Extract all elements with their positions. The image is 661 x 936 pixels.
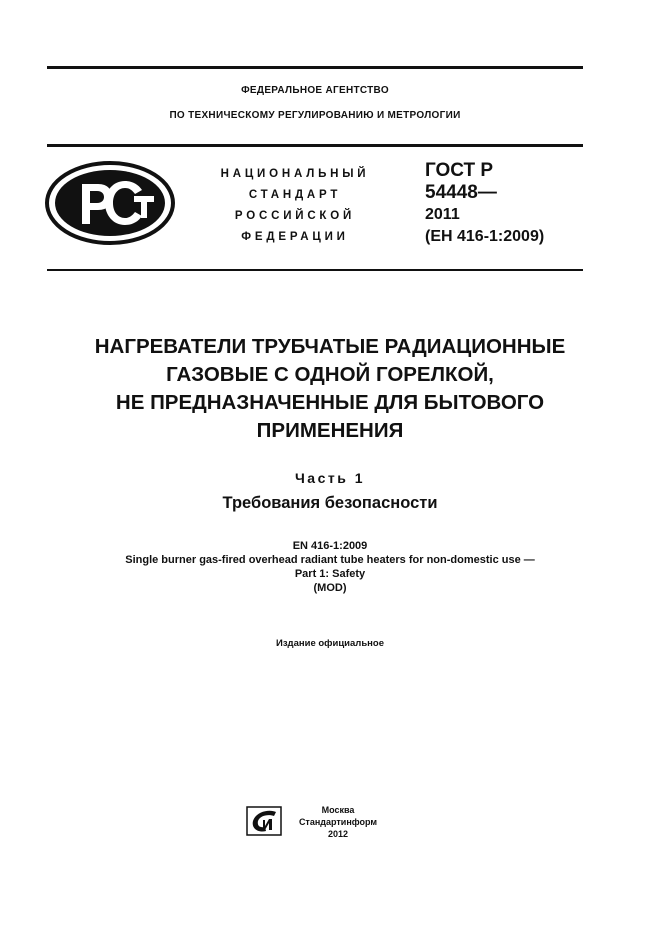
header-bottom-rule [47, 269, 583, 271]
en-reference-line-1: EN 416-1:2009 [292, 540, 368, 552]
title-line-2: ГАЗОВЫЕ С ОДНОЙ ГОРЕЛКОЙ, [166, 363, 494, 386]
standard-designation [425, 160, 595, 248]
agency-name-line-1: ФЕДЕРАЛЬНОЕ АГЕНТСТВО [241, 85, 389, 96]
en-reference-block [20, 539, 640, 595]
header-top-rule [47, 66, 583, 69]
en-reference-line-4: (MOD) [313, 582, 347, 594]
title-line-4: ПРИМЕНЕНИЯ [256, 419, 404, 442]
designation-year: 2011 [425, 206, 460, 223]
national-standard-line-4: ФЕДЕРАЦИИ [241, 231, 349, 243]
national-standard-line-1: НАЦИОНАЛЬНЫЙ [220, 168, 370, 180]
national-standard-line-2: СТАНДАРТ [248, 189, 342, 201]
title-line-1: НАГРЕВАТЕЛИ ТРУБЧАТЫЕ РАДИАЦИОННЫЕ [94, 335, 566, 358]
designation-line-1: ГОСТ Р [425, 160, 494, 181]
document-title [20, 333, 640, 445]
publication-year: 2012 [327, 829, 349, 839]
part-title: Требования безопасности [222, 494, 438, 512]
agency-name-line-2: ПО ТЕХНИЧЕСКОМУ РЕГУЛИРОВАНИЮ И МЕТРОЛОГИИ [169, 110, 461, 121]
publisher-name: Стандартинформ [298, 817, 378, 827]
gost-r-mark-icon [44, 160, 176, 246]
en-reference-line-3: Part 1: Safety [294, 568, 366, 580]
title-line-3: НЕ ПРЕДНАЗНАЧЕННЫЕ ДЛЯ БЫТОВОГО [115, 391, 545, 414]
standartinform-logo-icon [246, 806, 282, 836]
en-reference-line-2: Single burner gas-fired overhead radiant tube heaters for non-domestic use — [125, 554, 535, 566]
national-standard-label [196, 164, 394, 248]
designation-line-2: 54448— [425, 182, 497, 203]
designation-en-reference: (ЕН 416-1:2009) [425, 228, 545, 245]
header-middle-rule [47, 144, 583, 147]
official-edition-label: Издание официальное [276, 638, 384, 649]
publisher-info [288, 804, 388, 840]
part-label: Часть 1 [294, 470, 366, 486]
publisher-city: Москва [321, 805, 355, 815]
national-standard-line-3: РОССИЙСКОЙ [234, 210, 356, 222]
